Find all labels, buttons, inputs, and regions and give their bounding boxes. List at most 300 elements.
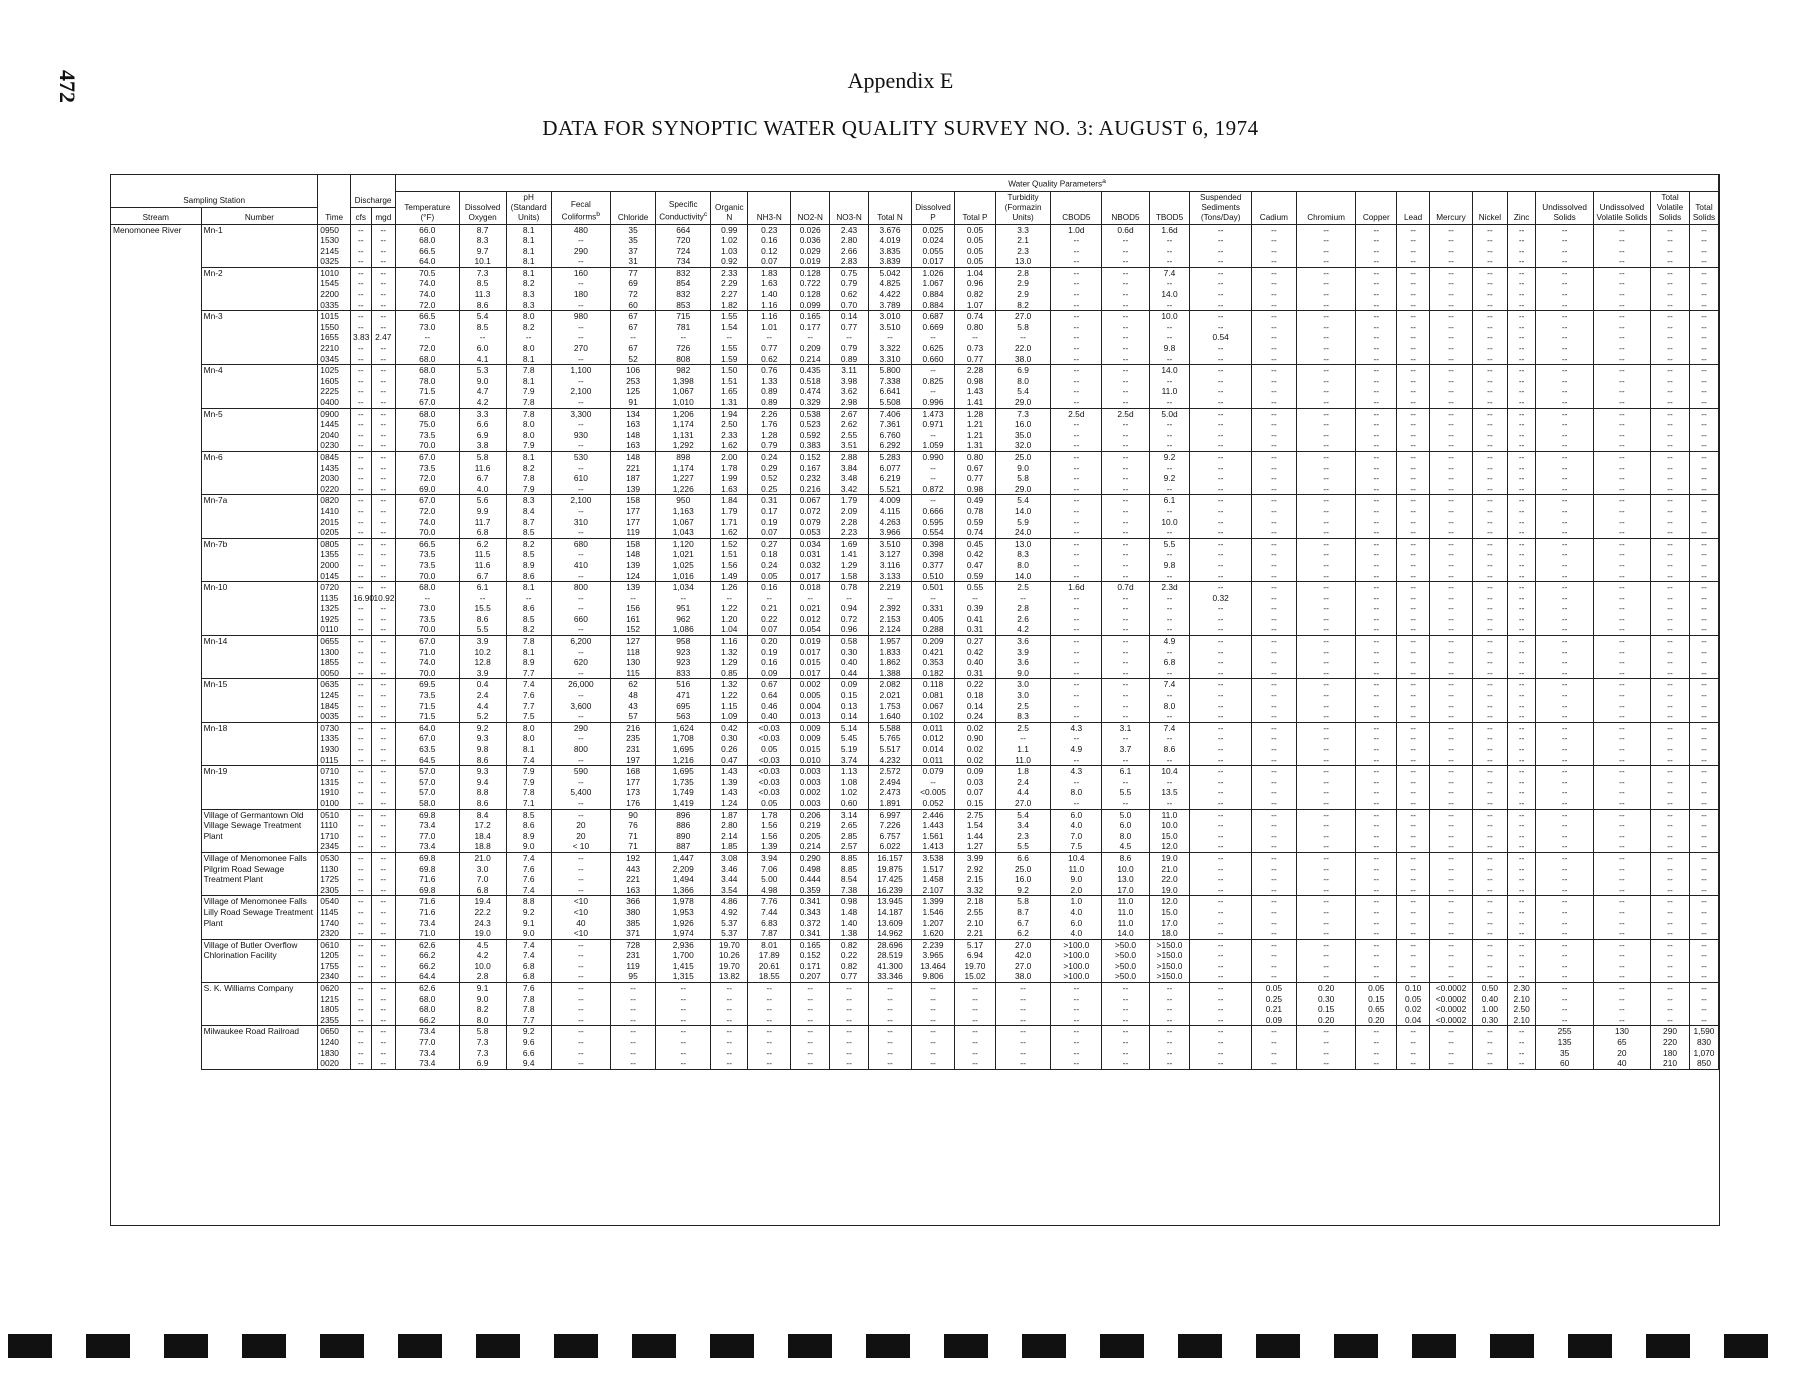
table-cell: 3.83	[351, 332, 371, 343]
table-cell: --	[1149, 571, 1190, 582]
table-cell: 1,043	[656, 527, 711, 538]
table-cell: --	[1251, 451, 1296, 462]
table-cell: --	[1593, 419, 1650, 430]
table-cell: --	[1251, 961, 1296, 972]
table-cell: --	[1051, 733, 1102, 744]
table-row	[111, 1026, 1719, 1037]
table-cell: --	[1102, 624, 1149, 635]
table-cell: 2.14	[711, 831, 748, 842]
scan-marker-bar	[788, 1334, 832, 1358]
table-cell: --	[1689, 365, 1718, 376]
table-cell: --	[1593, 907, 1650, 918]
table-row	[111, 354, 1719, 365]
table-cell: --	[1251, 1048, 1296, 1059]
table-cell: 68.0	[396, 994, 459, 1005]
table-cell: --	[995, 332, 1050, 343]
scan-marker-bar	[398, 1334, 442, 1358]
table-cell: 9.2	[995, 885, 1050, 896]
table-cell: 0.205	[791, 831, 830, 842]
table-cell: 0.20	[1356, 1015, 1397, 1026]
table-cell: --	[1251, 397, 1296, 408]
table-cell: 8.0	[506, 733, 551, 744]
table-cell: 124	[611, 571, 656, 582]
table-cell: --	[1149, 711, 1190, 722]
table-cell: 135	[1536, 1037, 1593, 1048]
table-cell: --	[1251, 787, 1296, 798]
table-cell: 0.118	[912, 679, 955, 690]
table-cell: 1.28	[748, 430, 791, 441]
table-cell: 0635	[318, 679, 351, 690]
table-cell: 2.124	[869, 624, 912, 635]
table-cell: --	[351, 874, 371, 885]
table-cell: --	[371, 722, 396, 733]
table-cell: --	[1429, 1037, 1472, 1048]
table-cell: --	[711, 1026, 748, 1037]
table-row	[111, 451, 1719, 462]
table-cell: --	[1651, 983, 1690, 994]
table-cell: --	[1190, 560, 1251, 571]
table-cell: 2345	[318, 841, 351, 852]
table-cell: 0.21	[748, 603, 791, 614]
table-cell: 5.5	[1149, 538, 1190, 549]
table-cell: 29.0	[995, 397, 1050, 408]
table-cell: 0115	[318, 755, 351, 766]
table-cell: 11.3	[459, 289, 506, 300]
table-cell: --	[1651, 397, 1690, 408]
table-cell: 58.0	[396, 798, 459, 809]
table-cell: 0.029	[791, 246, 830, 257]
table-cell: 0.031	[791, 549, 830, 560]
table-cell: 5.4	[459, 311, 506, 322]
table-cell: --	[1689, 798, 1718, 809]
table-cell: --	[1296, 278, 1355, 289]
table-cell: 2.5	[995, 722, 1050, 733]
table-cell: 1.63	[711, 484, 748, 495]
table-cell: --	[1429, 722, 1472, 733]
table-cell: 62.6	[396, 983, 459, 994]
table-cell: 8.3	[459, 235, 506, 246]
table-cell: --	[1356, 907, 1397, 918]
table-cell: 139	[611, 560, 656, 571]
table-cell: --	[1536, 495, 1593, 506]
table-cell: --	[1536, 484, 1593, 495]
table-cell: --	[1593, 538, 1650, 549]
table-cell: 1.22	[711, 603, 748, 614]
table-cell: --	[1536, 278, 1593, 289]
table-cell: --	[1397, 668, 1430, 679]
table-cell: --	[371, 343, 396, 354]
table-cell: --	[611, 1058, 656, 1069]
table-cell: --	[371, 896, 396, 907]
table-cell: 6.6	[506, 1048, 551, 1059]
table-cell: --	[1507, 386, 1536, 397]
table-cell: --	[551, 506, 610, 517]
table-cell: --	[1397, 722, 1430, 733]
table-cell: --	[1507, 397, 1536, 408]
table-cell: --	[1429, 928, 1472, 939]
table-cell: 8.1	[506, 235, 551, 246]
table-cell: --	[1651, 560, 1690, 571]
table-cell: 9.2	[506, 1026, 551, 1037]
table-cell: --	[1296, 256, 1355, 267]
table-cell: --	[1651, 755, 1690, 766]
table-row	[111, 690, 1719, 701]
table-cell: 4.019	[869, 235, 912, 246]
table-cell: 0.971	[912, 419, 955, 430]
table-cell: --	[1356, 300, 1397, 311]
table-cell: --	[711, 983, 748, 994]
table-cell: --	[1689, 386, 1718, 397]
table-cell: --	[371, 744, 396, 755]
table-cell: 7.406	[869, 408, 912, 419]
table-cell: --	[351, 322, 371, 333]
table-cell: 0805	[318, 538, 351, 549]
table-cell: --	[711, 1015, 748, 1026]
table-cell: 64.4	[396, 971, 459, 982]
table-cell: --	[1507, 624, 1536, 635]
table-cell: 2200	[318, 289, 351, 300]
table-cell: 1,067	[656, 517, 711, 528]
scan-marker-bar	[1412, 1334, 1456, 1358]
table-cell: --	[912, 1026, 955, 1037]
table-cell: 930	[551, 430, 610, 441]
table-cell: --	[1190, 571, 1251, 582]
table-cell: --	[1397, 755, 1430, 766]
table-cell: 180	[1651, 1048, 1690, 1059]
table-cell: --	[1397, 582, 1430, 593]
table-cell: --	[351, 224, 371, 235]
table-cell: 724	[656, 246, 711, 257]
table-cell: 0.474	[791, 386, 830, 397]
table-cell: 0.4	[459, 679, 506, 690]
table-cell: --	[551, 440, 610, 451]
table-cell: 52	[611, 354, 656, 365]
table-cell: 3.99	[955, 852, 996, 863]
table-cell: --	[351, 463, 371, 474]
table-cell: 7.9	[506, 766, 551, 777]
table-cell: --	[506, 593, 551, 604]
table-cell: --	[1190, 918, 1251, 929]
table-cell: --	[1296, 593, 1355, 604]
table-cell: --	[1296, 744, 1355, 755]
table-cell: 0.22	[748, 614, 791, 625]
table-cell: 6.0	[1102, 820, 1149, 831]
table-cell: --	[459, 332, 506, 343]
table-cell: --	[371, 289, 396, 300]
table-cell: --	[1296, 517, 1355, 528]
table-cell: 4.0	[459, 484, 506, 495]
table-cell: 6.9	[459, 430, 506, 441]
table-cell: --	[1397, 624, 1430, 635]
table-cell: 148	[611, 430, 656, 441]
table-cell: --	[1507, 614, 1536, 625]
table-cell: 7.8	[506, 994, 551, 1005]
table-cell: --	[1051, 278, 1102, 289]
table-cell: --	[351, 354, 371, 365]
table-cell: 385	[611, 918, 656, 929]
table-cell: --	[1593, 864, 1650, 875]
table-cell: 1,926	[656, 918, 711, 929]
table-cell: 0345	[318, 354, 351, 365]
table-cell: 72	[611, 289, 656, 300]
cfs-header: cfs	[351, 207, 371, 224]
table-cell: 0.405	[912, 614, 955, 625]
table-cell: 0.18	[955, 690, 996, 701]
table-cell: --	[351, 798, 371, 809]
table-cell: --	[1296, 787, 1355, 798]
table-cell: --	[1149, 690, 1190, 701]
table-cell: --	[1051, 267, 1102, 278]
table-cell: 6.292	[869, 440, 912, 451]
table-cell: --	[869, 994, 912, 1005]
table-cell: --	[1651, 864, 1690, 875]
table-cell: 73.5	[396, 560, 459, 571]
table-cell: --	[1296, 235, 1355, 246]
table-cell: 0620	[318, 983, 351, 994]
table-cell: --	[1251, 614, 1296, 625]
table-cell: --	[1689, 408, 1718, 419]
table-cell: 0.30	[830, 647, 869, 658]
table-cell: --	[1593, 733, 1650, 744]
table-cell: 0.30	[711, 733, 748, 744]
table-cell: 0820	[318, 495, 351, 506]
table-cell: --	[1102, 647, 1149, 658]
table-cell: 3.42	[830, 484, 869, 495]
table-cell: 516	[656, 679, 711, 690]
table-cell: --	[1429, 582, 1472, 593]
table-cell: --	[1536, 971, 1593, 982]
table-cell: 14.187	[869, 907, 912, 918]
table-row	[111, 918, 1719, 929]
table-cell: --	[1507, 440, 1536, 451]
table-cell: --	[1102, 798, 1149, 809]
table-cell: 255	[1536, 1026, 1593, 1037]
table-cell: 0.65	[1356, 1004, 1397, 1015]
table-cell: --	[1472, 787, 1507, 798]
table-cell: 3.51	[830, 440, 869, 451]
table-cell: 380	[611, 907, 656, 918]
table-cell: 664	[656, 224, 711, 235]
table-cell: --	[1356, 582, 1397, 593]
table-cell: --	[1593, 928, 1650, 939]
table-cell: 8.2	[459, 1004, 506, 1015]
table-cell: --	[1507, 289, 1536, 300]
table-cell: 177	[611, 517, 656, 528]
table-cell: 950	[656, 495, 711, 506]
table-cell: 148	[611, 549, 656, 560]
table-row	[111, 766, 1719, 777]
table-cell: --	[1593, 332, 1650, 343]
table-cell: --	[955, 1015, 996, 1026]
table-cell: --	[791, 1026, 830, 1037]
table-cell: --	[1251, 582, 1296, 593]
table-cell: 70.0	[396, 440, 459, 451]
table-cell: 7.76	[748, 896, 791, 907]
table-cell: 0.165	[791, 311, 830, 322]
conductivity-header: Specific Conductivity$^c$	[656, 191, 711, 224]
table-cell: 0.329	[791, 397, 830, 408]
table-cell: --	[371, 679, 396, 690]
table-cell: --	[1356, 517, 1397, 528]
table-cell: 5,400	[551, 787, 610, 798]
table-cell: --	[1190, 430, 1251, 441]
table-cell: 6.077	[869, 463, 912, 474]
table-cell: 5.4	[995, 809, 1050, 820]
table-cell: 1,034	[656, 582, 711, 593]
table-cell: 0.209	[912, 636, 955, 647]
scan-marker-bar	[710, 1334, 754, 1358]
table-cell: --	[1689, 864, 1718, 875]
table-cell: 6.9	[459, 1058, 506, 1069]
table-cell: --	[912, 994, 955, 1005]
table-cell: --	[1507, 1048, 1536, 1059]
table-cell: --	[551, 1026, 610, 1037]
table-cell: --	[1507, 809, 1536, 820]
table-cell: 0.498	[791, 864, 830, 875]
table-cell: --	[1429, 614, 1472, 625]
table-cell: --	[1536, 809, 1593, 820]
table-cell: 0.359	[791, 885, 830, 896]
table-cell: --	[1149, 419, 1190, 430]
table-cell: 0.152	[791, 451, 830, 462]
table-cell: --	[1593, 777, 1650, 788]
table-cell: 0.98	[955, 376, 996, 387]
table-cell: --	[1507, 787, 1536, 798]
table-cell: 6.8	[1149, 657, 1190, 668]
table-cell: 20.61	[748, 961, 791, 972]
table-cell: --	[1536, 571, 1593, 582]
table-cell: 0.003	[791, 766, 830, 777]
table-cell: --	[1536, 787, 1593, 798]
table-cell: 177	[611, 777, 656, 788]
table-cell: <0.03	[748, 755, 791, 766]
table-cell: 0.26	[711, 744, 748, 755]
table-cell: --	[1536, 463, 1593, 474]
table-cell: --	[1593, 256, 1650, 267]
table-cell: 1.059	[912, 440, 955, 451]
table-cell: 9.2	[459, 722, 506, 733]
time-header: Time	[318, 175, 351, 224]
table-cell: 980	[551, 311, 610, 322]
table-cell: --	[1296, 440, 1355, 451]
table-cell: --	[1397, 289, 1430, 300]
table-cell: 1,398	[656, 376, 711, 387]
table-cell: 0.79	[830, 278, 869, 289]
table-cell: --	[1051, 235, 1102, 246]
table-cell: --	[1651, 517, 1690, 528]
table-cell: --	[995, 1004, 1050, 1015]
table-cell: 66.0	[396, 224, 459, 235]
table-cell: --	[1689, 711, 1718, 722]
table-cell: 1.43	[955, 386, 996, 397]
table-cell: --	[1689, 668, 1718, 679]
table-cell: --	[1296, 939, 1355, 950]
table-cell: 1.41	[955, 397, 996, 408]
table-cell: --	[371, 300, 396, 311]
table-cell: 11.0	[1149, 809, 1190, 820]
table-cell: --	[1102, 397, 1149, 408]
table-cell: --	[1507, 376, 1536, 387]
table-row	[111, 950, 1719, 961]
table-cell: 0.89	[748, 397, 791, 408]
table-cell: 6.8	[506, 971, 551, 982]
table-cell: --	[371, 246, 396, 257]
number-header: Number	[201, 207, 318, 224]
table-cell: --	[1536, 235, 1593, 246]
table-cell: 0.331	[912, 603, 955, 614]
table-cell: --	[1536, 907, 1593, 918]
table-cell: --	[1251, 538, 1296, 549]
table-cell: 31	[611, 256, 656, 267]
table-cell: --	[1397, 896, 1430, 907]
table-cell: 3.133	[869, 571, 912, 582]
table-cell: 9.1	[506, 918, 551, 929]
table-cell: 2.23	[830, 527, 869, 538]
table-cell: 8.0	[995, 376, 1050, 387]
table-cell: 9.2	[506, 907, 551, 918]
table-cell: --	[1507, 939, 1536, 950]
table-cell: --	[1593, 950, 1650, 961]
table-cell: --	[1251, 636, 1296, 647]
table-cell: --	[1102, 430, 1149, 441]
table-cell: 70.0	[396, 571, 459, 582]
table-cell: 660	[551, 614, 610, 625]
table-cell: --	[1397, 647, 1430, 658]
table-cell: --	[1429, 841, 1472, 852]
table-cell: --	[1472, 971, 1507, 982]
table-cell: --	[351, 419, 371, 430]
table-cell: --	[1429, 560, 1472, 571]
table-cell: 2.8	[459, 971, 506, 982]
table-cell: 4.009	[869, 495, 912, 506]
table-cell: --	[1507, 918, 1536, 929]
table-cell: --	[1102, 1015, 1149, 1026]
table-cell: --	[1356, 701, 1397, 712]
table-cell: 5.8	[995, 896, 1050, 907]
table-cell: --	[1472, 961, 1507, 972]
table-cell: --	[396, 332, 459, 343]
table-cell: 62.6	[396, 939, 459, 950]
table-cell: 15.5	[459, 603, 506, 614]
table-cell: --	[1190, 256, 1251, 267]
table-cell: 8.9	[506, 657, 551, 668]
table-row	[111, 809, 1719, 820]
table-cell: --	[1689, 1004, 1718, 1015]
table-cell: --	[551, 300, 610, 311]
station-number-cell: Mn-7a	[201, 495, 318, 538]
table-cell: --	[1536, 451, 1593, 462]
table-cell: --	[1190, 354, 1251, 365]
table-cell: --	[1689, 506, 1718, 517]
table-cell: --	[1397, 332, 1430, 343]
table-cell: 27.0	[995, 939, 1050, 950]
table-cell: --	[1651, 451, 1690, 462]
table-cell: --	[1397, 419, 1430, 430]
table-cell: 0.019	[791, 636, 830, 647]
table-cell: --	[1507, 711, 1536, 722]
table-cell: --	[1429, 647, 1472, 658]
table-row	[111, 582, 1719, 593]
table-cell: 0.009	[791, 722, 830, 733]
table-cell: 0.05	[748, 571, 791, 582]
table-cell: --	[1397, 451, 1430, 462]
table-cell: 71	[611, 831, 656, 842]
table-cell: 41.300	[869, 961, 912, 972]
table-cell: --	[1051, 354, 1102, 365]
table-cell: 0.94	[830, 603, 869, 614]
station-number-cell: Milwaukee Road Railroad	[201, 1026, 318, 1069]
table-cell: 0.398	[912, 549, 955, 560]
